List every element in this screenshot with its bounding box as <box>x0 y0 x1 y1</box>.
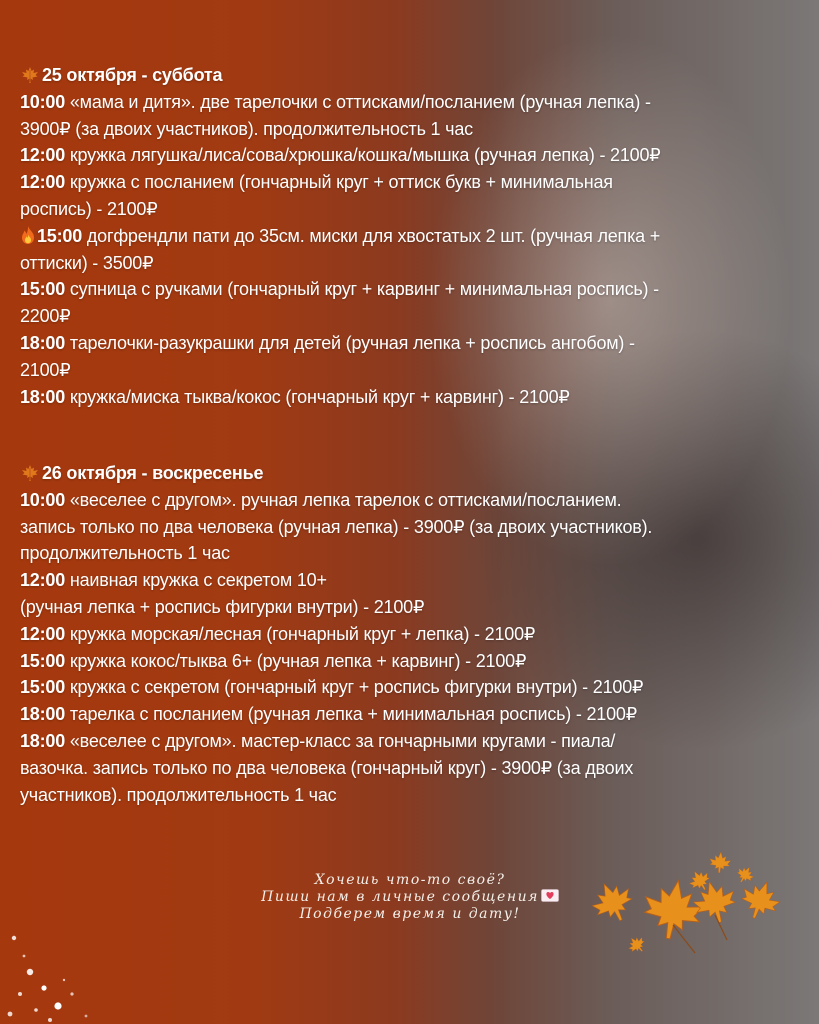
fire-icon <box>20 225 36 245</box>
note-line-2: Пиши нам в личные сообщения <box>261 889 539 905</box>
item-description: кружка с секретом (гончарный круг + роспись фигурки внутри) - 2100₽ <box>65 677 644 698</box>
sparkles-decor <box>0 930 140 1024</box>
schedule-item <box>20 330 805 384</box>
item-time: 18:00 <box>20 386 66 407</box>
item-time: 12:00 <box>20 570 66 591</box>
sunday-section <box>20 460 805 808</box>
item-description: тарелочки-разукрашки для детей (ручная лепка + роспись ангобом) - 2100₽ <box>20 332 635 380</box>
saturday-section <box>20 62 805 410</box>
sunday-list <box>20 487 805 809</box>
contact-note <box>250 872 570 923</box>
schedule-item <box>20 567 805 621</box>
schedule-item <box>20 621 805 648</box>
note-line-1: Хочешь что-то своё? <box>314 872 506 888</box>
item-description: кружка морская/лесная (гончарный круг + лепка) - 2100₽ <box>65 623 536 644</box>
saturday-list <box>20 89 805 411</box>
item-time: 15:00 <box>20 279 66 300</box>
heart-envelope-icon <box>541 889 559 902</box>
item-time: 18:00 <box>20 730 66 751</box>
note-line-2-row <box>250 889 570 906</box>
schedule-item <box>20 487 805 567</box>
schedule-item <box>20 89 805 143</box>
item-time: 12:00 <box>20 172 66 193</box>
item-time: 18:00 <box>20 704 66 725</box>
item-description: «веселее с другом». ручная лепка тарелок с оттисками/посланием. запись только по два человека (ручная лепка) - 3900₽ (за двоих участников). продолжительность 1 час <box>20 489 653 564</box>
schedule-item <box>20 701 805 728</box>
schedule-item <box>20 276 805 330</box>
schedule-item <box>20 142 805 169</box>
schedule-item <box>20 384 805 411</box>
schedule-item <box>20 223 805 277</box>
schedule-item <box>20 169 805 223</box>
item-description: кружка с посланием (гончарный круг + оттиск букв + минимальная роспись) - 2100₽ <box>20 172 613 219</box>
item-description: тарелка с посланием (ручная лепка + минимальная роспись) - 2100₽ <box>65 704 637 725</box>
item-time: 10:00 <box>20 489 66 510</box>
item-description: кружка/миска тыква/кокос (гончарный круг + карвинг) - 2100₽ <box>65 386 570 407</box>
item-time: 10:00 <box>20 91 66 112</box>
item-time: 15:00 <box>37 225 83 246</box>
sunday-heading <box>20 460 805 487</box>
saturday-heading <box>20 62 805 89</box>
schedule-item <box>20 728 805 808</box>
item-description: супница с ручками (гончарный круг + карвинг + минимальная роспись) - 2200₽ <box>20 279 659 327</box>
item-time: 15:00 <box>20 677 66 698</box>
note-line-3: Подберем время и дату! <box>299 906 521 922</box>
item-description: «веселее с другом». мастер-класс за гончарными кругами - пиала/ вазочка. запись только по два человека (гончарный круг) - 3900₽ (за двоих участников). продолжительность 1 час <box>20 730 634 805</box>
maple-leaves-decor <box>585 845 795 960</box>
item-description: догфрендли пати до 35см. миски для хвостатых 2 шт. (ручная лепка + оттиски) - 3500₽ <box>20 225 661 273</box>
maple-leaf-icon <box>20 464 40 482</box>
item-time: 15:00 <box>20 650 66 671</box>
item-description: кружка кокос/тыква 6+ (ручная лепка + карвинг) - 2100₽ <box>65 650 527 671</box>
item-time: 12:00 <box>20 145 66 166</box>
item-description: кружка лягушка/лиса/сова/хрюшка/кошка/мышка (ручная лепка) - 2100₽ <box>65 145 661 166</box>
schedule-item <box>20 674 805 701</box>
item-description: «мама и дитя». две тарелочки с оттисками/посланием (ручная лепка) - 3900₽ (за двоих участников). продолжительность 1 час <box>20 91 651 139</box>
maple-leaf-icon <box>20 66 40 84</box>
saturday-heading-text: 25 октября - суббота <box>42 65 223 85</box>
sunday-heading-text: 26 октября - воскресенье <box>42 463 264 483</box>
item-time: 18:00 <box>20 332 66 353</box>
item-description: наивная кружка с секретом 10+ (ручная лепка + роспись фигурки внутри) - 2100₽ <box>20 570 425 617</box>
schedule-item <box>20 648 805 675</box>
item-time: 12:00 <box>20 623 66 644</box>
